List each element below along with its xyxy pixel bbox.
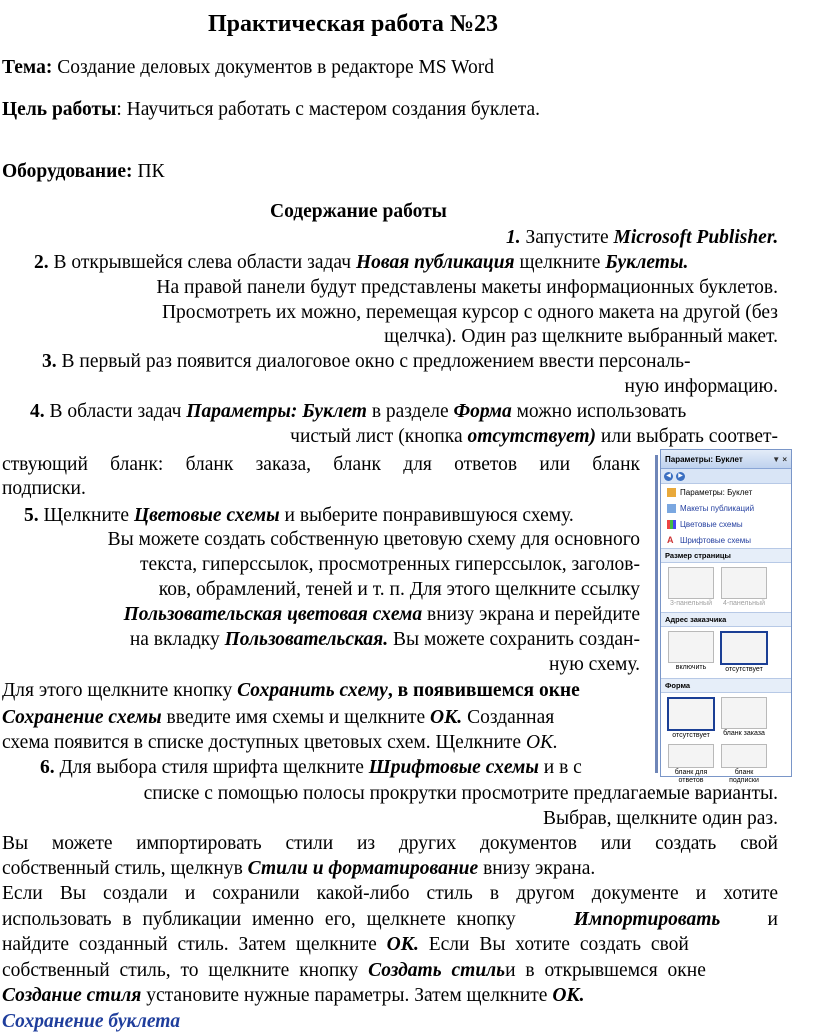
step-6: 6. Для выбора стиля шрифта щелкните Шрифтовые схемы и в с bbox=[40, 757, 582, 778]
step-4-text-c: можно использовать bbox=[511, 401, 687, 422]
import-button-ref: Импортировать bbox=[573, 909, 721, 930]
form-tiles-row-1 bbox=[661, 693, 791, 744]
pane-item-color-schemes[interactable]: Цветовые схемы bbox=[661, 516, 791, 532]
topic-line bbox=[2, 56, 494, 80]
step-5-line-5: Пользовательская цветовая схема внизу экрана и перейдите bbox=[123, 604, 640, 625]
para-1-line-1: Вы можете импортировать стили из других документов или создать свой bbox=[2, 833, 778, 854]
step-4-text: В области задач bbox=[44, 401, 187, 422]
step-4 bbox=[30, 400, 686, 424]
step-6-line-3: Выбрав, щелкните один раз. bbox=[542, 808, 778, 829]
topic-text: Создание деловых документов в редакторе MS Word bbox=[52, 57, 495, 78]
task-pane-controls[interactable]: ▼ × bbox=[772, 454, 787, 464]
step-5-line-7: ную схему. bbox=[549, 654, 640, 675]
topic-label: Тема: bbox=[2, 57, 53, 78]
step-4-num: 4. bbox=[30, 401, 45, 422]
params-icon bbox=[667, 488, 676, 497]
section-address: Адрес заказчика bbox=[661, 612, 791, 627]
back-icon[interactable]: ◀ bbox=[664, 472, 673, 481]
styles-formatting: Стили и форматирование bbox=[247, 858, 479, 879]
task-pane-title: Параметры: Буклет bbox=[665, 454, 743, 464]
step-5-custom-scheme: Пользовательская цветовая схема bbox=[123, 604, 423, 625]
font-schemes-icon: A bbox=[667, 534, 674, 545]
step-5: 5. Щелкните Цветовые схемы и выберите понравившуюся схему. bbox=[24, 505, 574, 526]
page-size-tiles bbox=[661, 563, 791, 612]
tile-include[interactable]: включить bbox=[667, 631, 715, 674]
step-5-line-6: на вкладку Пользовательская. Вы можете сохранить создан- bbox=[129, 629, 640, 650]
tile-subscription-form[interactable]: бланк подписки bbox=[720, 744, 768, 785]
step-1 bbox=[506, 226, 778, 250]
step-2-text-b: щелкните bbox=[514, 252, 606, 273]
step-4-form: Форма bbox=[453, 401, 512, 422]
step-4-text-b: в разделе bbox=[366, 401, 454, 422]
forward-icon[interactable]: ▶ bbox=[676, 472, 685, 481]
para-2-line-3: найдите созданный стиль. Затем щелкните ОК. Если Вы хотите создать свой bbox=[2, 934, 689, 955]
step-2-booklets: Буклеты. bbox=[605, 252, 689, 273]
step-4-line-4: подписки. bbox=[2, 478, 86, 499]
layouts-icon bbox=[667, 504, 676, 513]
step-5-line-3: текста, гиперссылок, просмотренных гиперссылок, заголов- bbox=[140, 554, 640, 575]
step-5-num: 5. bbox=[24, 505, 39, 526]
step-5-custom-tab: Пользовательская. bbox=[224, 629, 389, 650]
color-schemes-icon bbox=[667, 520, 676, 529]
step-2-line-2: На правой панели будут представлены макеты информационных буклетов. bbox=[156, 277, 778, 298]
para-1-line-2: собственный стиль, щелкнув Стили и форматирование внизу экрана. bbox=[2, 858, 596, 879]
step-4-params: Параметры: Буклет bbox=[186, 401, 367, 422]
tile-response-form[interactable]: бланк для ответов bbox=[667, 744, 715, 785]
step-1-text: Запустите bbox=[520, 227, 614, 248]
section-page-size: Размер страницы bbox=[661, 548, 791, 563]
step-1-app: Microsoft Publisher. bbox=[613, 227, 779, 248]
equipment-label: Оборудование: bbox=[2, 161, 133, 182]
task-pane bbox=[660, 449, 792, 784]
form-tiles-row-2 bbox=[661, 744, 791, 789]
para-2-line-5: Создание стиля установите нужные параметры. Затем щелкните ОК. bbox=[2, 985, 585, 1006]
saving-heading: Сохранение буклета bbox=[2, 1011, 181, 1032]
step-3 bbox=[42, 350, 691, 374]
step-5-line-8: Для этого щелкните кнопку Сохранить схему, в появившемся окне bbox=[2, 680, 580, 701]
step-2-line-4: щелчка). Один раз щелкните выбранный макет. bbox=[384, 326, 778, 347]
step-6-num: 6. bbox=[40, 757, 55, 778]
goal-line bbox=[2, 98, 540, 122]
step-5-color-schemes: Цветовые схемы bbox=[133, 505, 280, 526]
step-2-num: 2. bbox=[34, 252, 49, 273]
tile-3-panel[interactable]: 3-панельный bbox=[667, 567, 715, 608]
page-title: Практическая работа №23 bbox=[208, 11, 498, 37]
step-5-line-9: Сохранение схемы введите имя схемы и щелкните ОК. Созданная bbox=[2, 707, 555, 728]
content-heading: Содержание работы bbox=[270, 201, 447, 222]
step-2-line-3: Просмотреть их можно, перемещая курсор с одного макета на другой (без bbox=[161, 302, 778, 323]
step-6-line-2: списке с помощью полосы прокрутки просмотрите предлагаемые варианты. bbox=[143, 783, 778, 804]
pane-item-params[interactable]: Параметры: Буклет bbox=[661, 484, 791, 500]
step-5-line-4: ков, обрамлений, теней и т. п. Для этого щелкните ссылку bbox=[158, 579, 640, 600]
step-3-text: В первый раз появится диалоговое окно с предложением ввести персональ- bbox=[56, 351, 691, 372]
create-style: Создать стиль bbox=[368, 960, 506, 981]
para-2-line-1: Если Вы создали и сохранили какой-либо стиль в другом документе и хотите bbox=[2, 883, 778, 904]
step-5-line-10: схема появится в списке доступных цветовых схем. Щелкните ОК. bbox=[2, 732, 558, 753]
step-2-new-pub: Новая публикация bbox=[355, 252, 515, 273]
step-5-save-scheme: Сохранить схему bbox=[237, 680, 388, 701]
equipment-line bbox=[2, 160, 165, 184]
step-2 bbox=[34, 251, 688, 275]
step-2-text: В открывшейся слева области задач bbox=[48, 252, 356, 273]
tile-4-panel[interactable]: 4-панельный bbox=[720, 567, 768, 608]
panel-left-bar bbox=[655, 455, 658, 773]
para-2-line-4: собственный стиль, то щелкните кнопку Создать стильи в открывшемся окне bbox=[2, 960, 706, 981]
pane-item-layouts[interactable]: Макеты публикаций bbox=[661, 500, 791, 516]
section-form: Форма bbox=[661, 678, 791, 693]
step-4-line-3: ствующий бланк: бланк заказа, бланк для ответов или бланк bbox=[2, 454, 640, 475]
step-6-font-schemes: Шрифтовые схемы bbox=[368, 757, 539, 778]
create-style-dialog: Создание стиля bbox=[2, 985, 142, 1006]
step-4-none: отсутствует) bbox=[467, 426, 597, 447]
step-1-num: 1. bbox=[506, 227, 521, 248]
task-pane-nav bbox=[661, 469, 791, 484]
step-5-save-dialog: Сохранение схемы bbox=[2, 707, 162, 728]
step-3-num: 3. bbox=[42, 351, 57, 372]
tile-form-none[interactable]: отсутствует bbox=[667, 697, 715, 740]
address-tiles bbox=[661, 627, 791, 678]
goal-label: Цель работы bbox=[2, 99, 117, 120]
step-3-line-2: ную информацию. bbox=[624, 376, 778, 397]
step-4-line-2: чистый лист (кнопка отсутствует) или выбрать соответ- bbox=[290, 426, 778, 447]
task-pane-header bbox=[661, 450, 791, 469]
pane-item-font-schemes[interactable]: A Шрифтовые схемы bbox=[667, 534, 751, 545]
tile-none[interactable]: отсутствует bbox=[720, 631, 768, 674]
para-2-line-2: использовать в публикации именно его, щелкнете кнопку Импортировать и bbox=[2, 909, 778, 930]
goal-text: : Научиться работать с мастером создания буклета. bbox=[116, 99, 541, 120]
equipment-text: ПК bbox=[132, 161, 165, 182]
step-5-line-2: Вы можете создать собственную цветовую схему для основного bbox=[107, 529, 640, 550]
tile-order-form[interactable]: бланк заказа bbox=[720, 697, 768, 740]
